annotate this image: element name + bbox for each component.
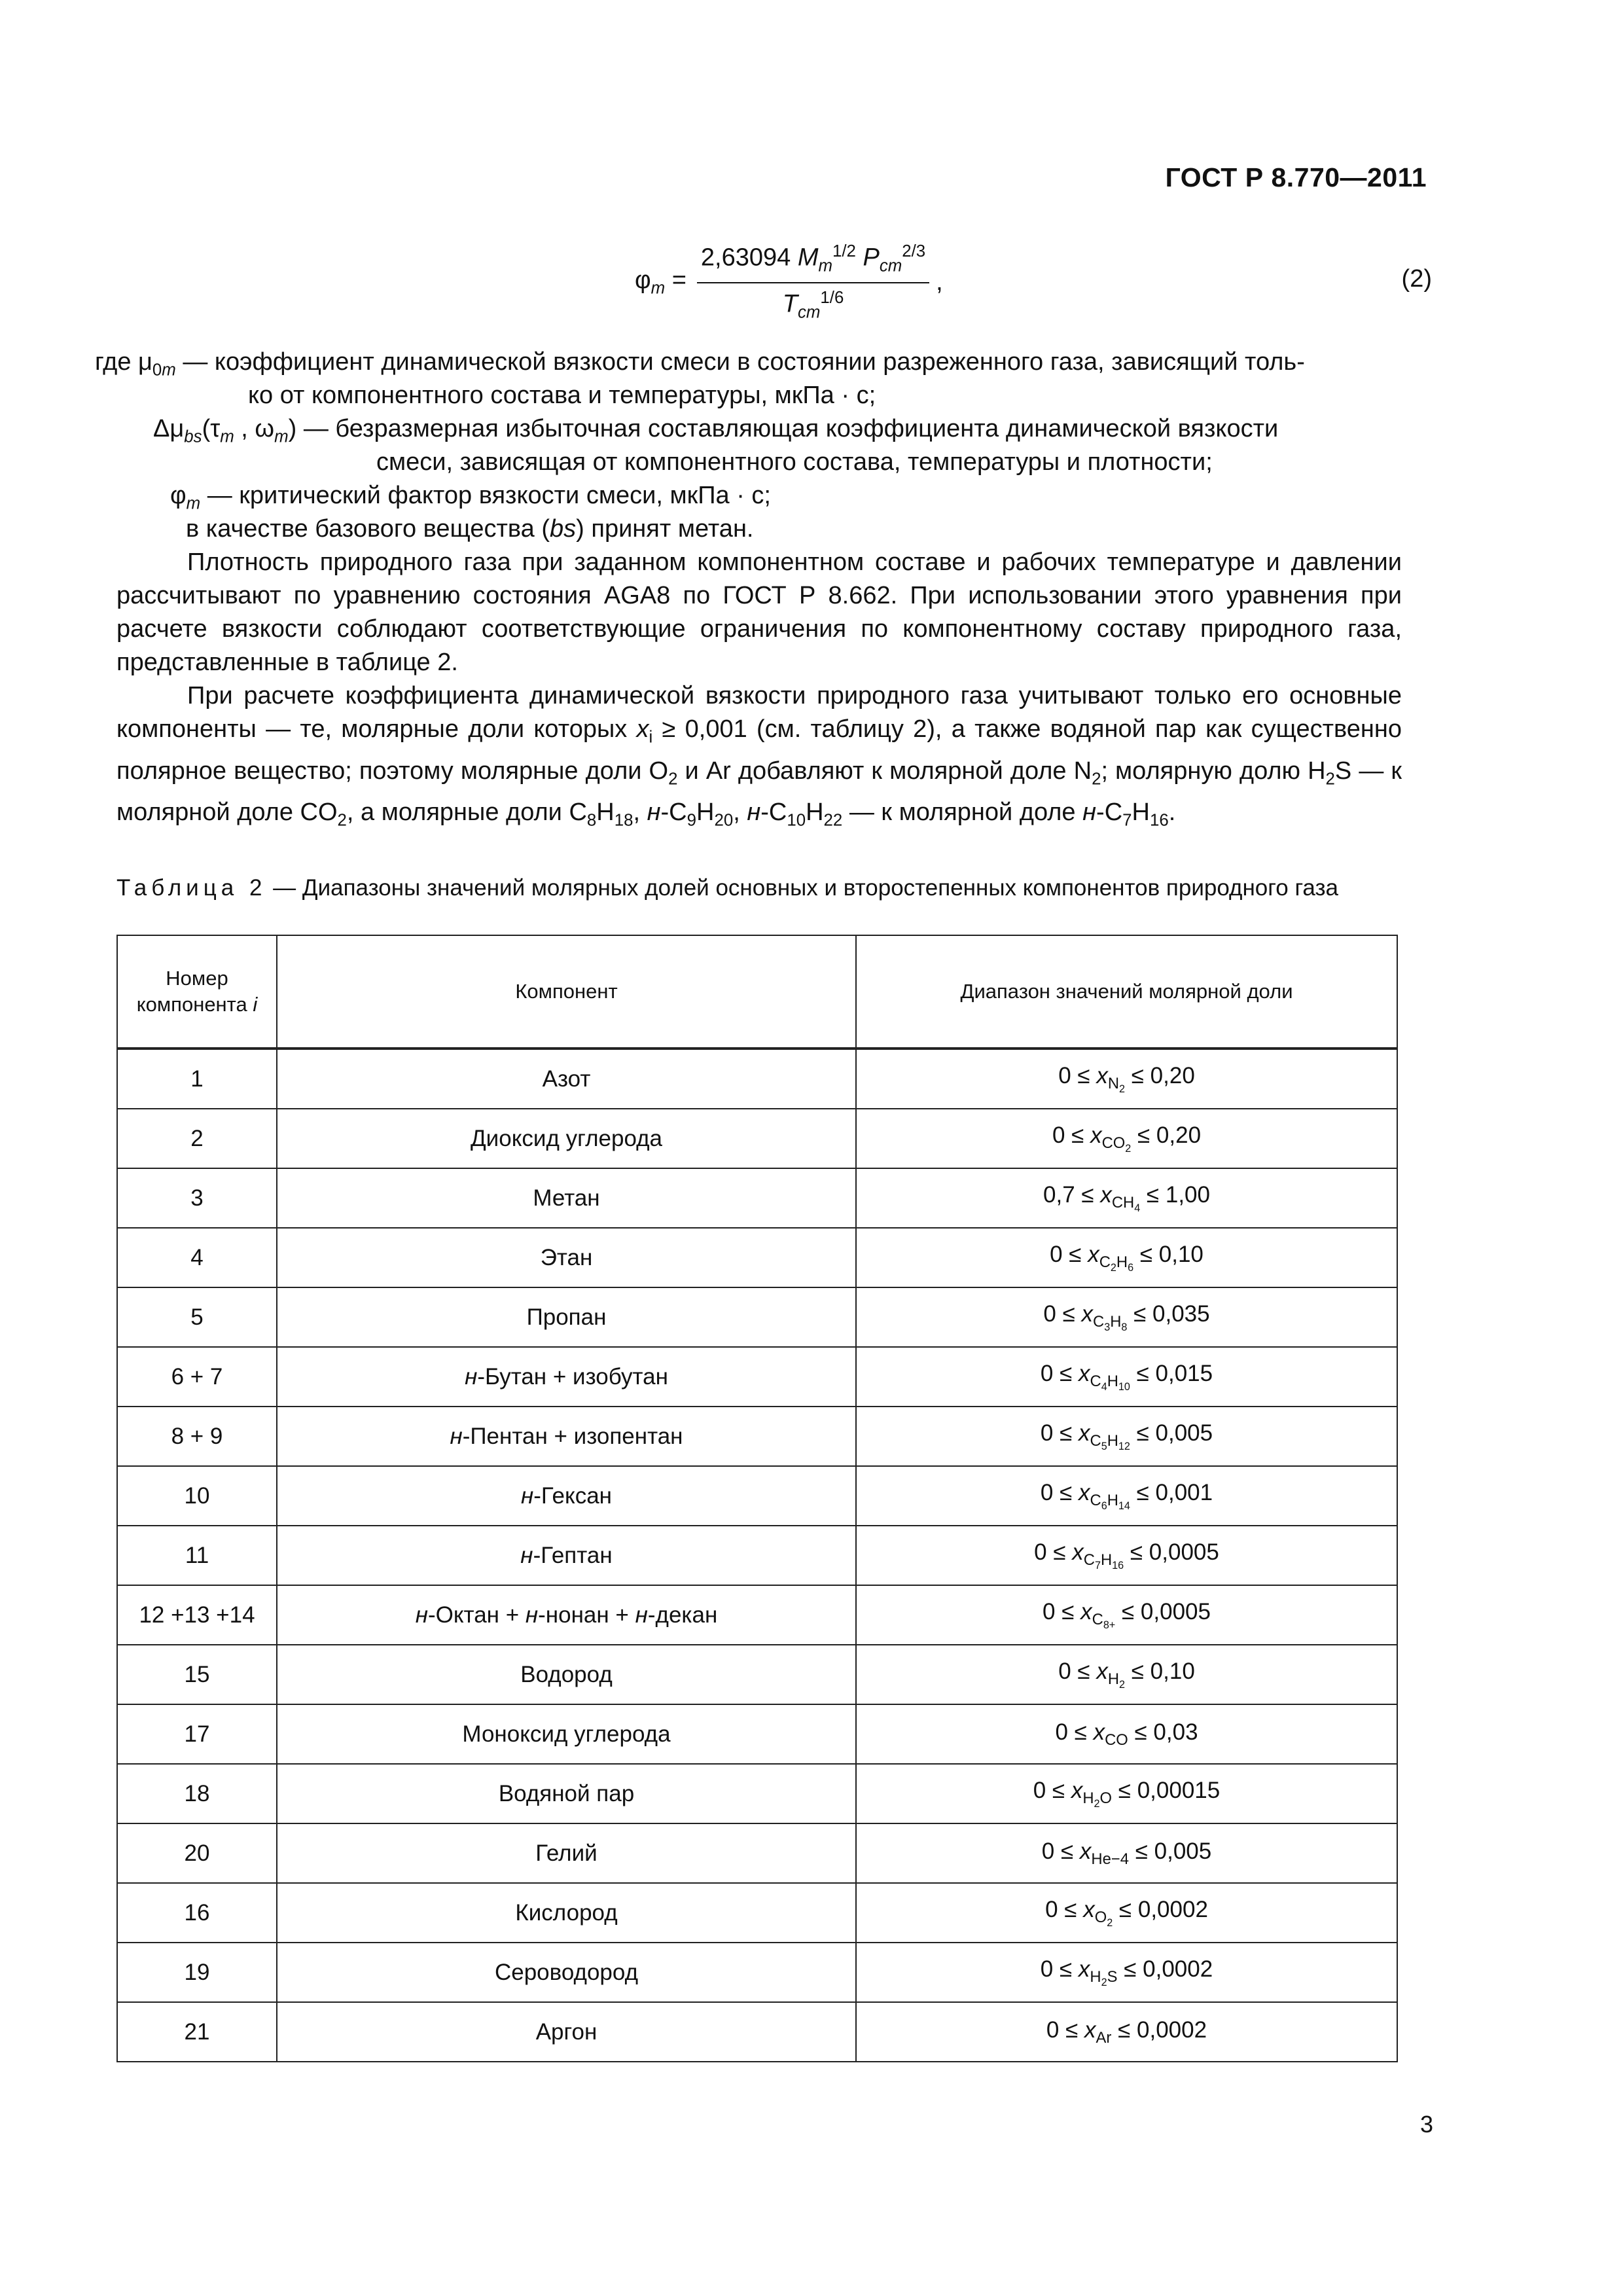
cell-range: $0 \le x_{H_2O} \le 0,00015$ [856,1764,1397,1823]
table-row [117,1585,1397,1645]
table-row [117,2002,1397,2062]
cell-component: Гелий [277,1823,856,1883]
definition-delta-mu-cont: смеси, зависящая от компонентного состава, температуры и плотности; [376,448,1213,476]
cell-number: 16 [117,1883,277,1943]
cell-number: 18 [117,1764,277,1823]
table-caption-label: Таблица 2 [116,875,267,901]
definition-base-substance: в качестве базового вещества (bs) принят метан. [186,515,754,543]
cell-component: н-Пентан + изопентан [277,1407,856,1466]
header-component-number: Номер компонента i [117,935,277,1049]
cell-number: 17 [117,1704,277,1764]
table-row [117,1764,1397,1823]
formula-number: (2) [1401,265,1432,293]
formula-2 [635,242,943,323]
cell-component: н-Бутан + изобутан [277,1347,856,1407]
cell-number: 15 [117,1645,277,1704]
definition-delta-mu: $\Delta\mu_{bs}(\tau_m$ , $\omega_m$) — безразмерная избыточная составляющая коэффициента динамической вязкости [153,415,1279,446]
cell-component: Пропан [277,1287,856,1347]
table-row [117,1943,1397,2002]
cell-number: 12 +13 +14 [117,1585,277,1645]
cell-range: $0 \le x_{H_2S} \le 0,0002$ [856,1943,1397,2002]
formula-numerator: 2,63094 $M_m^{1/2}$ $P_{cm}^{2/3}$ [697,242,929,283]
cell-number: 5 [117,1287,277,1347]
cell-number: 3 [117,1168,277,1228]
cell-component: Этан [277,1228,856,1287]
cell-range: $0 \le x_{C_5H_{12}} \le 0,005$ [856,1407,1397,1466]
table-row [117,1704,1397,1764]
cell-component: Диоксид углерода [277,1109,856,1168]
cell-range: $0 \le x_{N_2} \le 0,20$ [856,1049,1397,1109]
formula-denominator: $T_{cm}^{1/6}$ [782,289,844,322]
table-row [117,1168,1397,1228]
cell-range: $0 \le x_{C_2H_6} \le 0,10$ [856,1228,1397,1287]
cell-range: $0,7 \le x_{CH_4} \le 1,00$ [856,1168,1397,1228]
table-header-row [117,935,1397,1049]
table-row [117,1526,1397,1585]
cell-range: $0 \le x_{CO} \le 0,03$ [856,1704,1397,1764]
cell-number: 2 [117,1109,277,1168]
paragraph-density: Плотность природного газа при заданном компонентном составе и рабочих температуре и давлении рассчитывают по уравнению состояния AGA8 по ГОСТ Р 8.662. При использовании этого уравнения при расчете вязкости соблюдают соответствующие ограничения по компонентному составу природного газа, представленные в таблице 2. [116,548,1402,676]
header-range: Диапазон значений молярной доли [856,935,1397,1049]
cell-number: 6 + 7 [117,1347,277,1407]
cell-range: $0 \le x_{Ar} \le 0,0002$ [856,2002,1397,2062]
cell-component: Водяной пар [277,1764,856,1823]
table-row [117,1645,1397,1704]
table-row [117,1109,1397,1168]
cell-range: $0 \le x_{O_2} \le 0,0002$ [856,1883,1397,1943]
table-row [117,1049,1397,1109]
formula-lhs: $\varphi_m$ = [635,266,687,298]
cell-range: $0 \le x_{C_3H_8} \le 0,035$ [856,1287,1397,1347]
formula-fraction [697,242,929,323]
table-row [117,1883,1397,1943]
component-ranges-table [116,935,1398,2062]
cell-number: 8 + 9 [117,1407,277,1466]
cell-component: Метан [277,1168,856,1228]
cell-number: 1 [117,1049,277,1109]
cell-component: н-Гептан [277,1526,856,1585]
cell-range: $0 \le x_{C_{8+}} \le 0,0005$ [856,1585,1397,1645]
cell-number: 10 [117,1466,277,1526]
table-caption: Таблица 2 — Диапазоны значений молярных долей основных и второстепенных компонентов природного газа [116,875,1339,901]
table-row [117,1228,1397,1287]
cell-component: Кислород [277,1883,856,1943]
cell-component: Водород [277,1645,856,1704]
table-row [117,1287,1397,1347]
cell-number: 4 [117,1228,277,1287]
definition-phi-m: $\varphi_m$ — критический фактор вязкости смеси, мкПа · с; [170,482,771,513]
cell-component: Моноксид углерода [277,1704,856,1764]
cell-range: $0 \le x_{C_4H_{10}} \le 0,015$ [856,1347,1397,1407]
document-header: ГОСТ Р 8.770—2011 [1165,162,1427,192]
paragraph-components: При расчете коэффициента динамической вязкости природного газа учитывают только его основные компоненты — те, молярные доли которых $x_i \ge 0,001$ (см. таблицу 2), а также водяной пар как существенно полярное вещество; поэтому молярные доли $O_2$ и Ar добавляют к молярной доле $N_2$; молярную долю $H_2S$ — к молярной доле $CO_2$, а молярные доли $C_8H_{18}$, $н-C_9H_{20}$, $н-C_{10}H_{22}$ — к молярной доле $н-C_7H_{16}$. [116,682,1402,830]
definition-mu0m-cont: ко от компонентного состава и температуры, мкПа · с; [248,382,876,409]
cell-range: $0 \le x_{C_7H_{16}} \le 0,0005$ [856,1526,1397,1585]
table-row [117,1407,1397,1466]
cell-component: Аргон [277,2002,856,2062]
header-component: Компонент [277,935,856,1049]
cell-component: н-Октан + н-нонан + н-декан [277,1585,856,1645]
table-row [117,1466,1397,1526]
cell-component: н-Гексан [277,1466,856,1526]
formula-comma: , [936,268,943,296]
page-number: 3 [1419,2111,1433,2138]
cell-range: $0 \le x_{H_2} \le 0,10$ [856,1645,1397,1704]
cell-component: Азот [277,1049,856,1109]
cell-number: 11 [117,1526,277,1585]
cell-number: 21 [117,2002,277,2062]
definition-mu0m: где $\mu_{0m}$ — коэффициент динамической вязкости смеси в состоянии разреженного газа, зависящий толь- [95,348,1305,380]
cell-number: 19 [117,1943,277,2002]
cell-component: Сероводород [277,1943,856,2002]
table-row [117,1823,1397,1883]
table-row [117,1347,1397,1407]
cell-range: $0 \le x_{C_6H_{14}} \le 0,001$ [856,1466,1397,1526]
cell-range: $0 \le x_{CO_2} \le 0,20$ [856,1109,1397,1168]
cell-number: 20 [117,1823,277,1883]
cell-range: $0 \le x_{He-4} \le 0,005$ [856,1823,1397,1883]
